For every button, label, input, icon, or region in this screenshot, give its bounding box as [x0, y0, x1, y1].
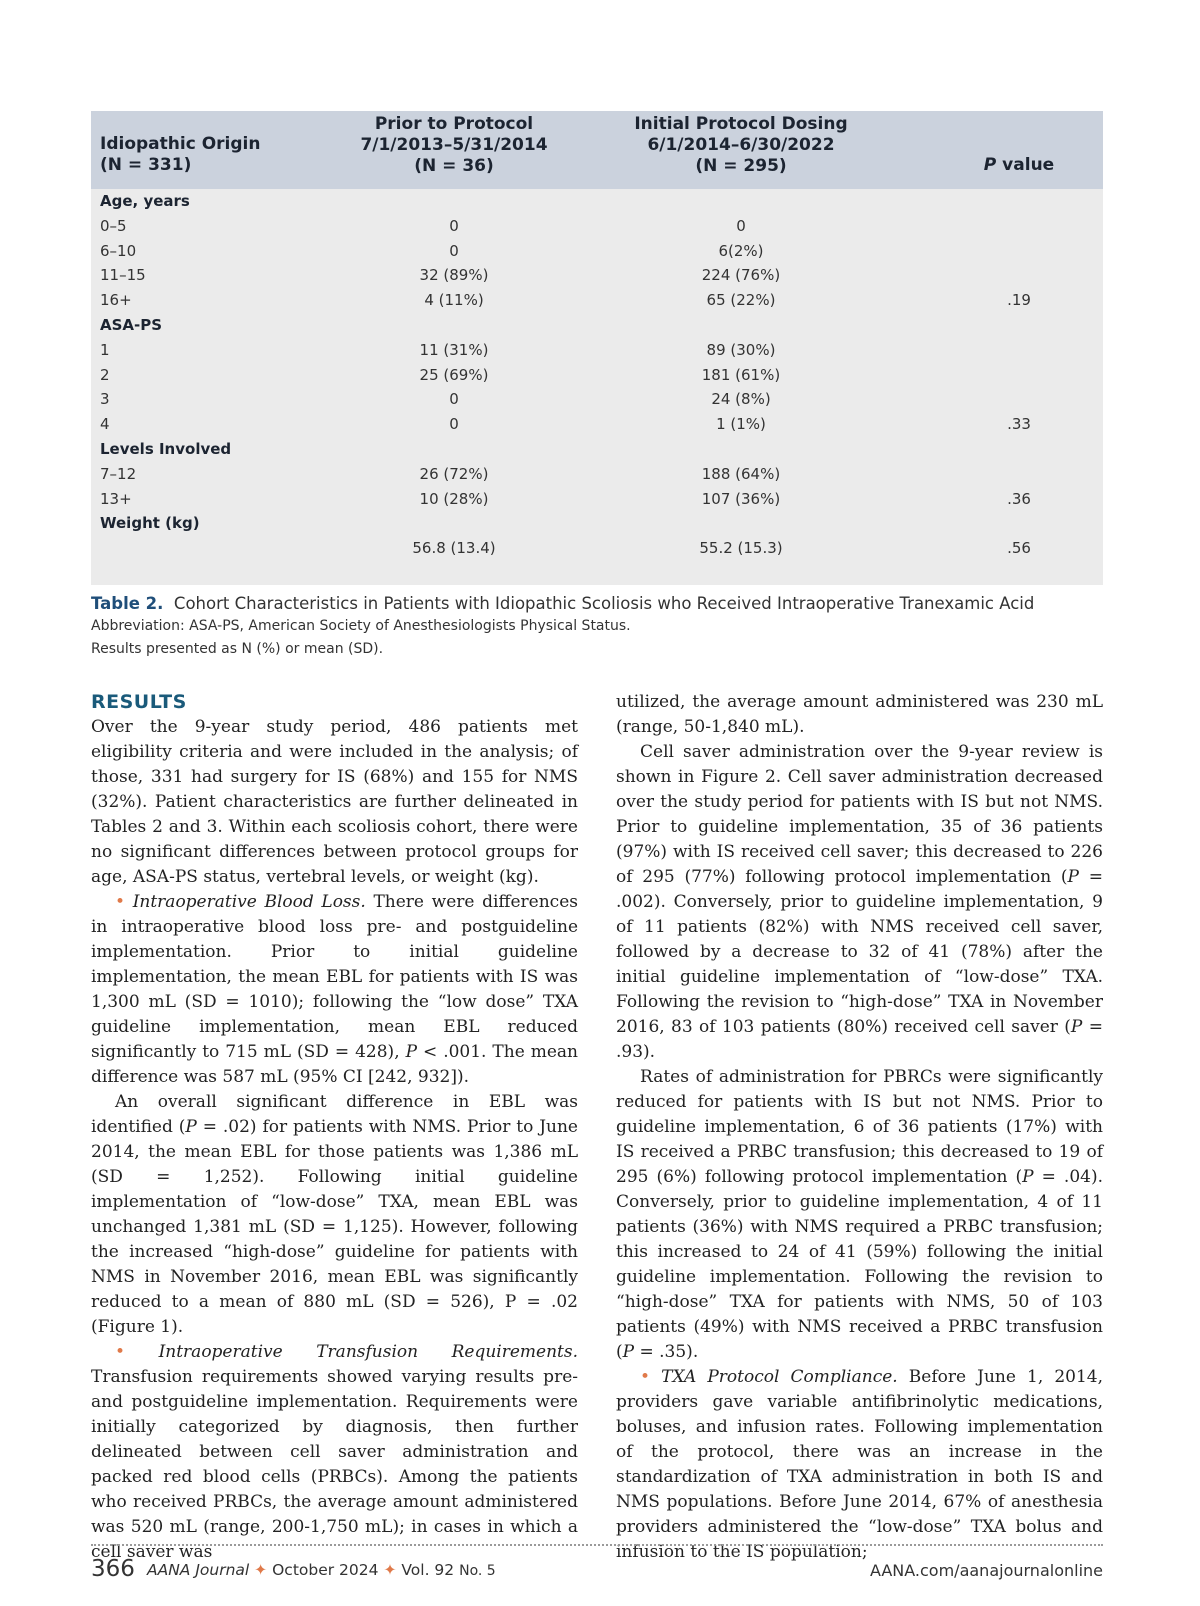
- bullet-icon: •: [115, 892, 126, 912]
- cell-label: 6–10: [100, 241, 137, 260]
- paragraph: An overall significant difference in EBL was identified (P = .02) for patients with NMS. Prior to June 2014, the mean EBL for those patients was 1,386 mL (SD = 1,252). Following initial guideline implementation of “low-dose” TXA, mean EBL was unchanged 1,381 mL (SD = 1,125). However, following the increased “high-dose” guideline for patients with NMS in November 2016, mean EBL was significantly reduced to a mean of 880 mL (SD = 526), P = .02 (Figure 1).: [91, 1092, 578, 1337]
- cell-prior: 0: [449, 241, 459, 260]
- table-row: [91, 338, 1103, 364]
- journal-reference: [147, 1561, 496, 1579]
- cell-prior: 32 (89%): [419, 266, 489, 285]
- table-row: [91, 387, 1103, 413]
- table-row: [91, 288, 1103, 314]
- cell-label: Age, years: [100, 192, 190, 210]
- header-col-initial: Initial Protocol Dosing 6/1/2014–6/30/2022 (N = 295): [634, 114, 848, 176]
- cell-initial: 65 (22%): [706, 291, 776, 310]
- table-row: [91, 263, 1103, 289]
- table-header: [91, 111, 1103, 189]
- paragraph: Cell saver administration over the 9-year review is shown in Figure 2. Cell saver administration decreased over the study period for patients with IS but not NMS. Prior to guideline implementation, 35 of 36 patients (97%) with IS received cell saver; this decreased to 226 of 295 (77%) following protocol implementation (P = .002). Conversely, prior to guideline implementation, 9 of 11 patients (82%) with NMS received cell saver, followed by a decrease to 32 of 41 (78%) after the initial guideline implementation of “low-dose” TXA. Following the revision to “high-dose” TXA in November 2016, 83 of 103 patients (80%) received cell saver (P = .93).: [616, 742, 1103, 1062]
- cell-initial: 188 (64%): [701, 464, 781, 483]
- table-row: [91, 536, 1103, 562]
- cell-pvalue: .19: [1007, 291, 1031, 310]
- cell-pvalue: .56: [1007, 539, 1031, 558]
- cell-label: ASA-PS: [100, 316, 163, 334]
- paragraph: Rates of administration for PBRCs were significantly reduced for patients with IS but not NMS. Prior to guideline implementation, 6 of 36 patients (17%) with IS received a PRBC transfusion; this decreased to 19 of 295 (6%) following protocol implementation (P = .04). Conversely, prior to guideline implementation, 4 of 11 patients (36%) with NMS required a PRBC transfusion; this increased to 24 of 41 (59%) following the initial guideline implementation. Following the revision to “high-dose” TXA for patients with NMS, 50 of 103 patients (49%) with NMS received a PRBC transfusion (P = .35).: [616, 1067, 1103, 1362]
- journal-name: AANA Journal: [147, 1561, 250, 1579]
- cohort-table: [91, 111, 1103, 585]
- paragraph: • Intraoperative Transfusion Requirements. Transfusion requirements showed varying results pre- and postguideline implementation. Requirements were initially categorized by diagnosis, then further delineated between cell saver administration and packed red blood cells (PRBCs). Among the patients who received PRBCs, the average amount administered was 520 mL (range, 200-1,750 mL); in cases in which a cell saver was: [91, 1342, 579, 1562]
- volume: Vol. 92: [401, 1561, 455, 1579]
- table-row: [91, 462, 1103, 488]
- separator-icon: ✦: [383, 1561, 397, 1579]
- cell-initial: 224 (76%): [701, 266, 781, 285]
- section-heading: RESULTS: [91, 691, 187, 713]
- cell-initial: 6(2%): [718, 241, 764, 260]
- subsection-title: Intraoperative Blood Loss.: [132, 892, 366, 912]
- header-col-prior: Prior to Protocol 7/1/2013–5/31/2014 (N = 36): [360, 114, 548, 176]
- table-section-row: [91, 189, 1103, 215]
- right-column: [616, 690, 1103, 1565]
- cell-label: 13+: [100, 489, 132, 508]
- bullet-icon: •: [115, 1342, 126, 1362]
- cell-label: 4: [100, 415, 110, 434]
- table-row: [91, 363, 1103, 389]
- cell-label: 3: [100, 390, 110, 409]
- page-number: 366: [91, 1556, 135, 1582]
- cell-label: 1: [100, 340, 110, 359]
- table-row: [91, 487, 1103, 513]
- cell-initial: 0: [736, 216, 746, 235]
- table-section-row: [91, 313, 1103, 339]
- cell-prior: 0: [449, 216, 459, 235]
- footer-divider: [91, 1544, 1103, 1546]
- cell-label: 2: [100, 365, 110, 384]
- left-column: [91, 690, 578, 1565]
- paragraph: Over the 9-year study period, 486 patients met eligibility criteria and were included in the analysis; of those, 331 had surgery for IS (68%) and 155 for NMS (32%). Patient characteristics are further delineated in Tables 2 and 3. Within each scoliosis cohort, there were no significant differences between protocol groups for age, ASA-PS status, vertebral levels, or weight (kg).: [91, 717, 578, 887]
- cell-prior: 10 (28%): [419, 489, 489, 508]
- cell-prior: 25 (69%): [419, 365, 489, 384]
- table-caption: [91, 593, 1103, 661]
- table-row: [91, 214, 1103, 240]
- caption-title: [91, 593, 1103, 615]
- cell-prior: 11 (31%): [419, 340, 489, 359]
- website-link[interactable]: AANA.com/aanajournalonline: [869, 1561, 1103, 1580]
- caption-text: Cohort Characteristics in Patients with Idiopathic Scoliosis who Received Intraoperative Tranexamic Acid: [173, 594, 1035, 613]
- cell-prior: 0: [449, 415, 459, 434]
- cell-pvalue: .33: [1007, 415, 1031, 434]
- header-col-pvalue: P value: [983, 155, 1055, 175]
- cell-prior: 26 (72%): [419, 464, 489, 483]
- subsection-title: Intraoperative Transfusion Requirements.: [158, 1342, 579, 1362]
- paragraph: • TXA Protocol Compliance. Before June 1, 2014, providers gave variable antifibrinolytic medications, boluses, and infusion rates. Following implementation of the protocol, there was an increase in the standardization of TXA administration in both IS and NMS populations. Before June 2014, 67% of anesthesia providers administered the “low-dose” TXA bolus and infusion to the IS population;: [616, 1367, 1104, 1562]
- cell-prior: 0: [449, 390, 459, 409]
- cell-label: 11–15: [100, 266, 146, 285]
- paragraph: • Intraoperative Blood Loss. There were differences in intraoperative blood loss pre- and postguideline implementation. Prior to initial guideline implementation, the mean EBL for patients with IS was 1,300 mL (SD = 1010); following the “low dose” TXA guideline implementation, mean EBL reduced significantly to 715 mL (SD = 428), P < .001. The mean difference was 587 mL (95% CI [242, 932]).: [91, 892, 578, 1087]
- cell-initial: 55.2 (15.3): [699, 539, 783, 558]
- cell-prior: 4 (11%): [424, 291, 484, 310]
- subsection-title: TXA Protocol Compliance.: [661, 1367, 898, 1387]
- page-footer: [91, 1556, 1103, 1590]
- table-row: [91, 412, 1103, 438]
- caption-abbreviation: Abbreviation: ASA-PS, American Society of Anesthesiologists Physical Status.: [91, 618, 631, 634]
- cell-label: 16+: [100, 291, 132, 310]
- cell-initial: 24 (8%): [711, 390, 771, 409]
- cell-initial: 107 (36%): [701, 489, 781, 508]
- paragraph: utilized, the average amount administered was 230 mL (range, 50-1,840 mL).: [616, 692, 1103, 737]
- cell-initial: 1 (1%): [716, 415, 766, 434]
- table-row: [91, 239, 1103, 265]
- cell-label: Levels Involved: [100, 440, 232, 458]
- table-section-row: [91, 511, 1103, 537]
- separator-icon: ✦: [254, 1561, 268, 1579]
- cell-label: 0–5: [100, 216, 127, 235]
- cell-label: Weight (kg): [100, 514, 200, 533]
- cell-initial: 89 (30%): [706, 340, 776, 359]
- caption-results-note: Results presented as N (%) or mean (SD).: [91, 641, 384, 657]
- caption-label: Table 2.: [91, 594, 164, 613]
- cell-prior: 56.8 (13.4): [412, 539, 496, 558]
- issue-number: No. 5: [459, 1563, 496, 1579]
- table-section-row: [91, 437, 1103, 463]
- cell-initial: 181 (61%): [701, 365, 781, 384]
- cell-label: 7–12: [100, 464, 137, 483]
- cell-pvalue: .36: [1007, 489, 1031, 508]
- issue-date: October 2024: [272, 1561, 379, 1579]
- bullet-icon: •: [640, 1367, 651, 1387]
- header-col-origin: Idiopathic Origin (N = 331): [100, 134, 261, 175]
